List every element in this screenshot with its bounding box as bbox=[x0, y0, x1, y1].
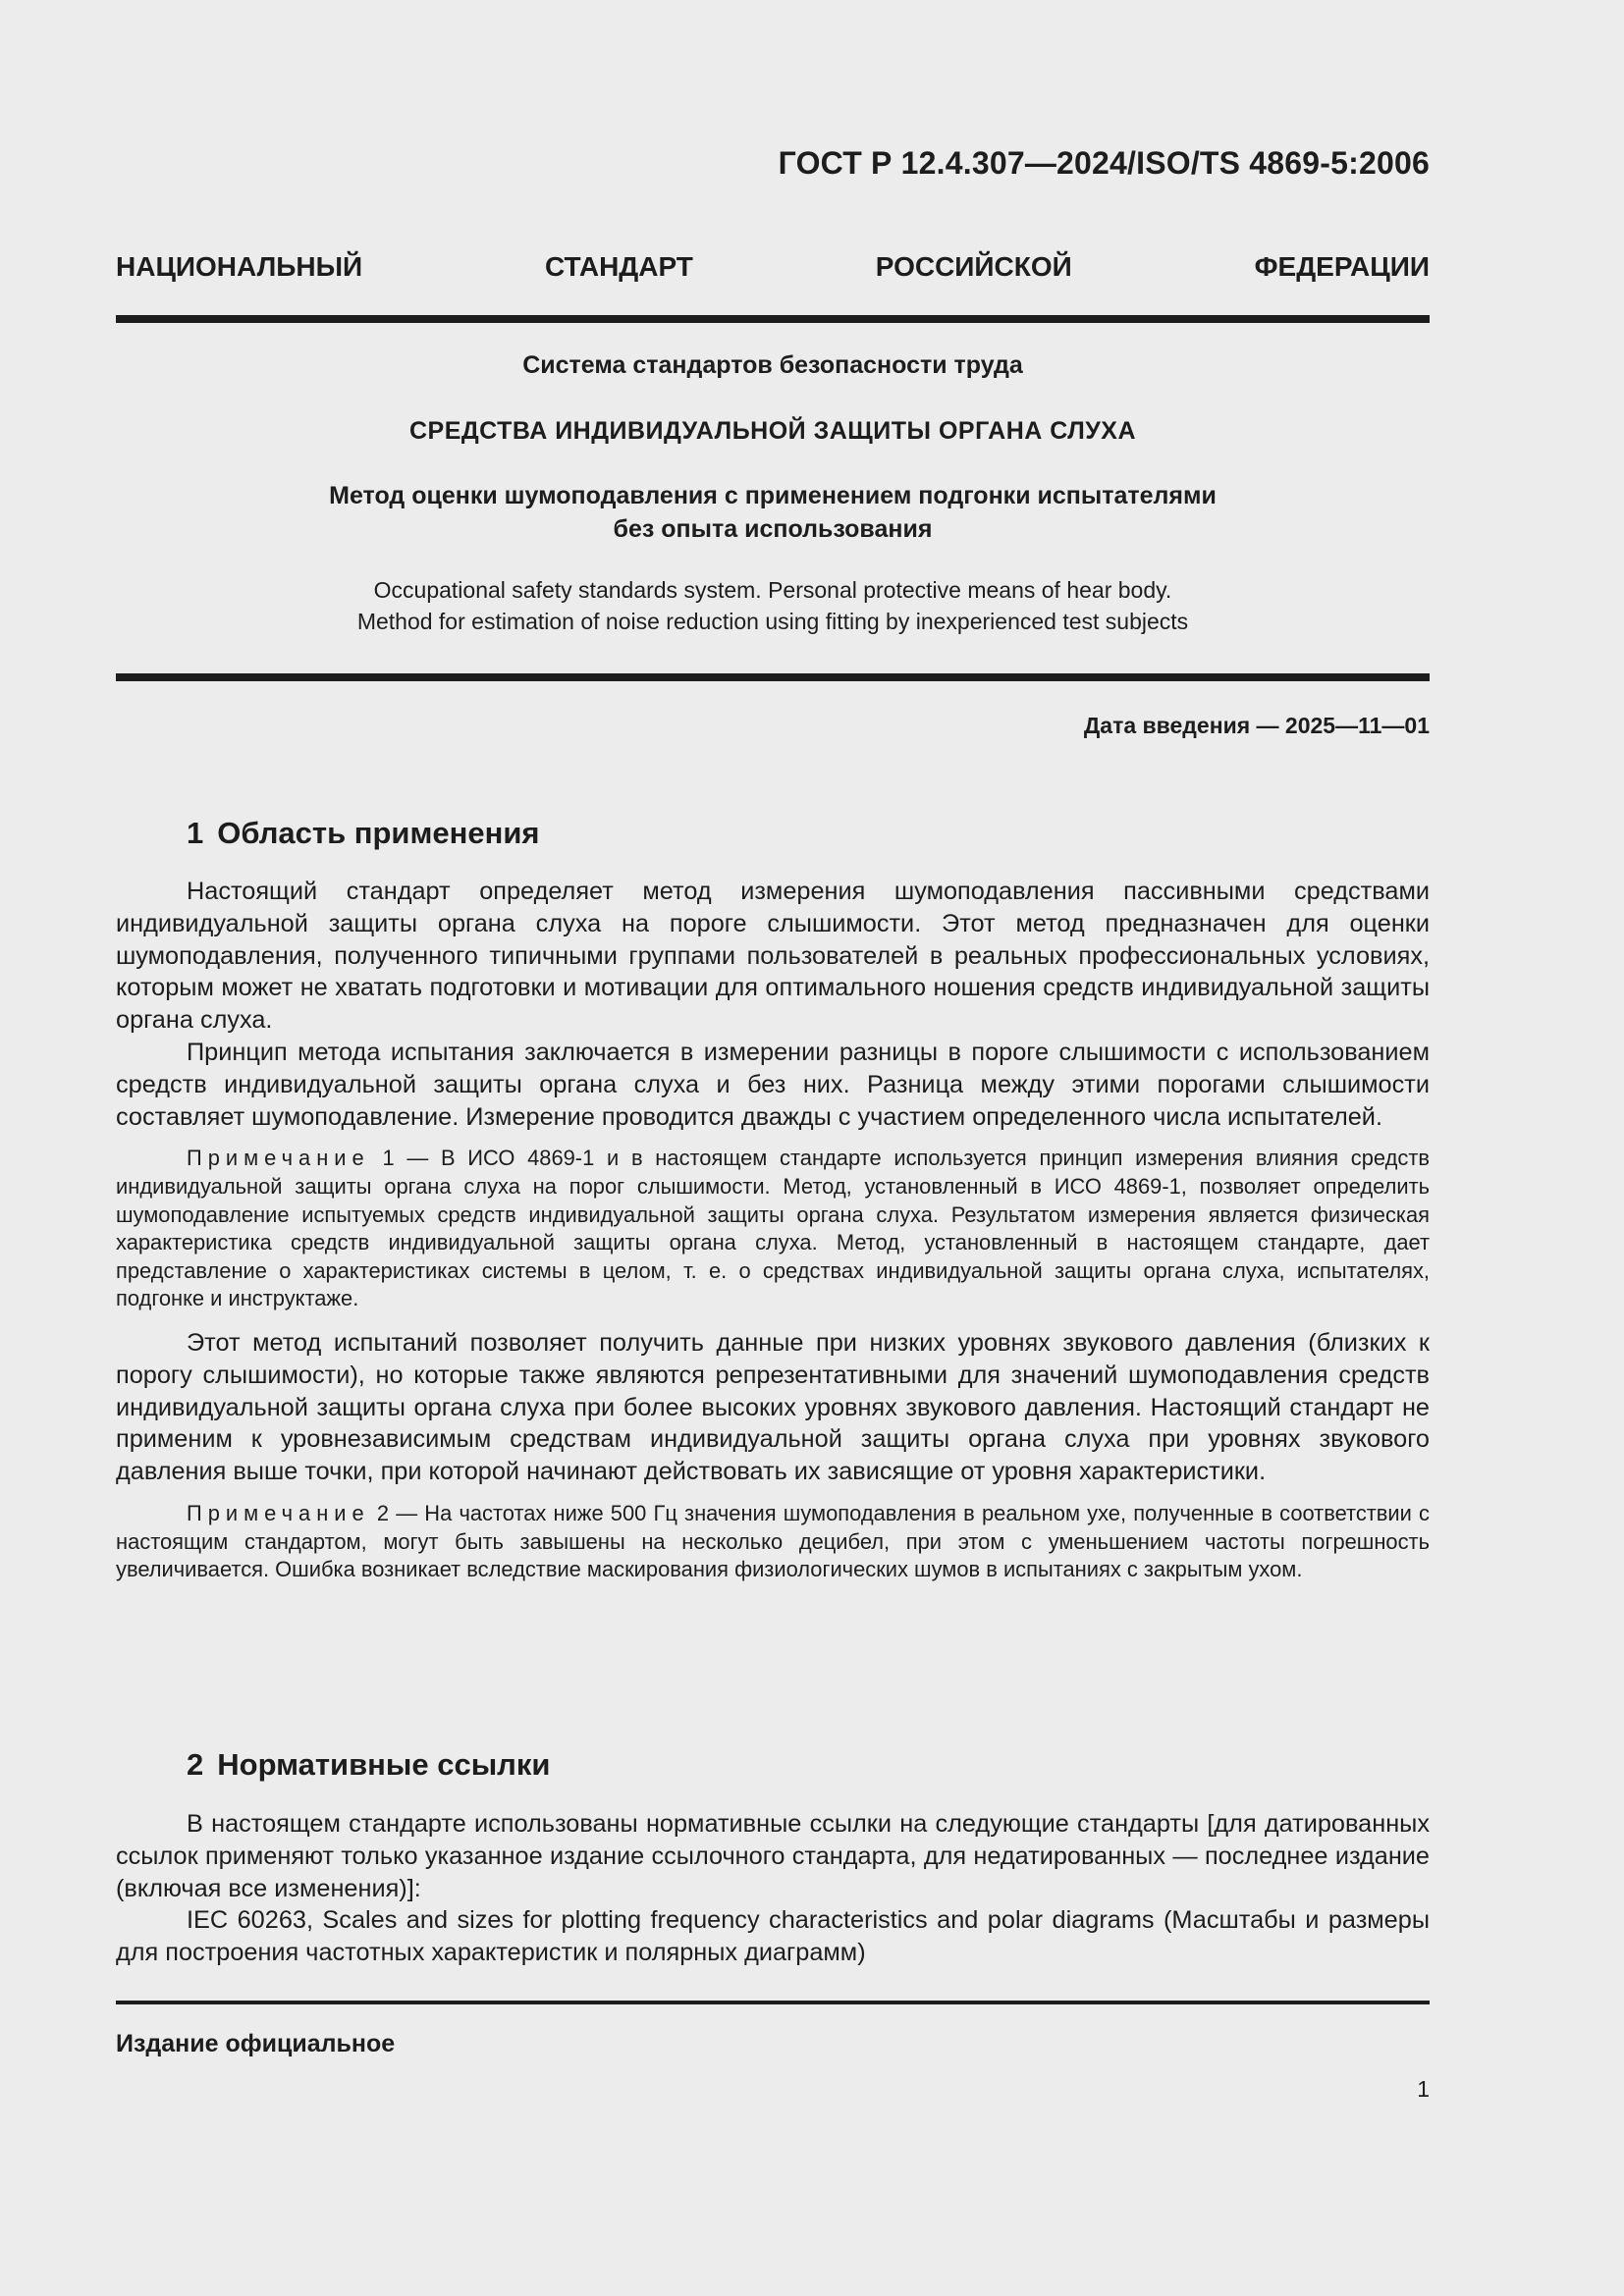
english-title bbox=[116, 574, 1430, 637]
header-top-rule bbox=[116, 315, 1430, 323]
document-page bbox=[116, 0, 1430, 2296]
note bbox=[116, 1145, 1430, 1313]
banner-word: СТАНДАРТ bbox=[545, 251, 693, 282]
note-text: 2 — На частотах ниже 500 Гц значения шумоподавления в реальном ухе, полученные в соответствии с настоящим стандартом, могут быть завышены на несколько децибел, при этом с уменьшением частоты погрешность увеличивается. Ошибка возникает вследствие маскирования физиологических шумов в испытаниях с закрытым ухом. bbox=[116, 1500, 1430, 1582]
banner-word: ФЕДЕРАЦИИ bbox=[1254, 251, 1430, 282]
main-title: СРЕДСТВА ИНДИВИДУАЛЬНОЙ ЗАЩИТЫ ОРГАНА СЛУХА bbox=[408, 417, 1137, 445]
section-title: Нормативные ссылки bbox=[217, 1747, 551, 1782]
official-edition-label: Издание официальное bbox=[116, 2030, 396, 2057]
paragraph: IEC 60263, Scales and sizes for plotting frequency characteristics and polar diagrams (Масштабы и размеры для построения частотных характеристик и полярных диаграмм) bbox=[116, 1906, 1430, 1967]
banner-word: РОССИЙСКОЙ bbox=[875, 251, 1072, 282]
footer-rule bbox=[116, 2001, 1430, 2004]
header-bottom-rule bbox=[116, 673, 1430, 681]
page-number: 1 bbox=[1417, 2076, 1430, 2102]
paragraph: Принцип метода испытания заключается в измерении разницы в пороге слышимости с использованием средств индивидуальной защиты органа слуха и без них. Разница между этими порогами слышимости составляет шумоподавление. Измерение проводится дважды с участием определенного числа испытателей. bbox=[116, 1038, 1430, 1131]
document-code: ГОСТ Р 12.4.307—2024/ISO/TS 4869-5:2006 bbox=[778, 145, 1430, 181]
banner-word: НАЦИОНАЛЬНЫЙ bbox=[116, 251, 363, 282]
note bbox=[116, 1500, 1430, 1584]
section-1-body bbox=[116, 876, 1430, 1598]
section-heading-1 bbox=[187, 816, 540, 851]
national-standard-banner bbox=[116, 251, 1430, 283]
section-2-body bbox=[116, 1808, 1430, 1969]
note-label: Примечание bbox=[187, 1500, 370, 1525]
system-title: Система стандартов безопасности труда bbox=[522, 351, 1023, 379]
section-number: 2 bbox=[187, 1747, 204, 1782]
introduction-date: Дата введения — 2025—11—01 bbox=[1083, 713, 1430, 738]
sub-title-line: Метод оценки шумоподавления с применением подгонки испытателями bbox=[329, 482, 1217, 509]
sub-title bbox=[116, 479, 1430, 546]
note-label: Примечание bbox=[187, 1146, 370, 1171]
paragraph: Настоящий стандарт определяет метод измерения шумоподавления пассивными средствами индивидуальной защиты органа слуха на пороге слышимости. Этот метод предназначен для оценки шумоподавления, полученного типичными группами пользователей в реальных профессиональных условиях, которым может не хватать подготовки и мотивации для оптимального ношения средств индивидуальной защиты органа слуха. bbox=[116, 878, 1430, 1035]
english-title-line: Occupational safety standards system. Personal protective means of hear body. bbox=[373, 577, 1172, 603]
paragraph: Этот метод испытаний позволяет получить данные при низких уровнях звукового давления (близких к порогу слышимости), но которые также являются репрезентативными для значений шумоподавления средств индивидуальной защиты органа слуха при более высоких уровнях звукового давления. Настоящий стандарт не применим к уровнезависимым средствам индивидуальной защиты органа слуха при уровнях звукового давления выше точки, при которой начинают действовать их зависящие от уровня характеристики. bbox=[116, 1328, 1430, 1486]
note-text: 1 — В ИСО 4869-1 и в настоящем стандарте используется принцип измерения влияния средств индивидуальной защиты органа слуха на порог слышимости. Метод, установленный в ИСО 4869-1, позволяет определить шумоподавление испытуемых средств индивидуальной защиты органа слуха. Результатом измерения является физическая характеристика средств индивидуальной защиты органа слуха. Метод, установленный в настоящем стандарте, дает представление о характеристиках системы в целом, т. е. о средствах индивидуальной защиты органа слуха, испытателях, подгонке и инструктаже. bbox=[116, 1146, 1430, 1311]
section-title: Область применения bbox=[217, 816, 540, 850]
english-title-line: Method for estimation of noise reduction using fitting by inexperienced test subjects bbox=[356, 609, 1189, 634]
paragraph: В настоящем стандарте использованы нормативные ссылки на следующие стандарты [для датированных ссылок применяют только указанное издание ссылочного стандарта, для недатированных — последнее издание (включая все изменения)]: bbox=[116, 1810, 1430, 1902]
sub-title-line: без опыта использования bbox=[613, 515, 933, 543]
section-number: 1 bbox=[187, 816, 204, 850]
section-heading-2 bbox=[187, 1747, 550, 1783]
